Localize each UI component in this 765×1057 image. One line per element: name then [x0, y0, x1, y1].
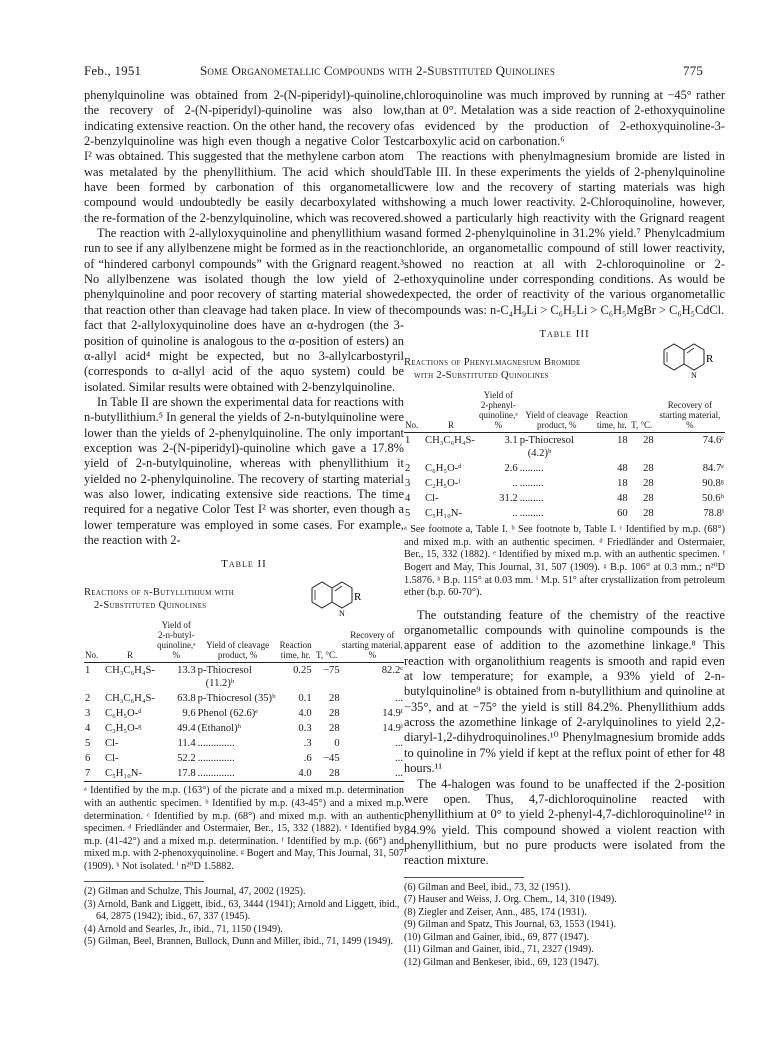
cell-yield-text: 49.4: [177, 723, 196, 735]
cell-r: [424, 433, 478, 462]
table2-header-recovery: Recovery of starting material, %: [341, 630, 403, 661]
cell-cleavage: [197, 766, 279, 782]
cell-no-text: 3: [85, 708, 91, 720]
right-paragraph-4: The 4-halogen was found to be unaffected if the 2-position were open. Thus, 4,7-dichloroquinoline reacted with phenyllithium at 0° to yield 2-phenyl-4,7-dichloroquinoline¹² in 84.9% yield. This compound showed a violent reaction with phenyllithium, but no pure products were isolated from the reaction mixture.: [404, 776, 725, 868]
cell-no: [404, 491, 424, 506]
cell-temp-text: −75: [323, 665, 340, 677]
cell-no: [84, 736, 104, 751]
left-column: [84, 88, 404, 949]
cell-r-text: CH₃C₆H₄S-: [105, 693, 155, 705]
cell-r: [104, 663, 156, 692]
cell-no-text: 3: [405, 478, 411, 490]
cell-cleavage: [519, 476, 595, 491]
cell-cleavage-text: p-Thiocresol (35)ᵇ: [197, 693, 276, 705]
cell-yield: [478, 461, 519, 476]
cell-yield: [156, 706, 197, 721]
cell-cleavage-text: ..............: [197, 738, 235, 750]
cell-yield-text: ..: [512, 508, 518, 520]
cell-temp: [313, 751, 341, 766]
cell-temp: [629, 491, 655, 506]
cell-temp: [313, 721, 341, 736]
cell-temp: [313, 706, 341, 721]
quinoline-structure-icon: [302, 574, 362, 620]
cell-recovery-text: ...: [395, 753, 403, 765]
table-row: [404, 433, 725, 462]
cell-r: [104, 721, 156, 736]
cell-yield-text: 2.6: [504, 463, 518, 475]
cell-cleavage: [519, 461, 595, 476]
cell-yield: [156, 736, 197, 751]
cell-r: [104, 736, 156, 751]
cell-no: [84, 751, 104, 766]
table-row: [404, 506, 725, 521]
cell-r-text: Cl-: [105, 738, 119, 750]
table-row: [84, 706, 404, 721]
table3-header-no: No.: [405, 420, 419, 431]
cell-r: [424, 506, 478, 521]
cell-recovery-text: ...: [395, 738, 403, 750]
cell-time: [279, 663, 313, 692]
cell-r-text: C₅H₁₀N-: [105, 768, 142, 780]
reference-item: (5) Gilman, Beel, Brannen, Bullock, Dunn and Miller, ibid., 71, 1499 (1949).: [84, 936, 393, 948]
reference-item: (4) Arnold and Searles, Jr., ibid., 71, 1150 (1949).: [84, 923, 283, 935]
cell-no-text: 1: [85, 665, 91, 677]
cell-yield-text: 11.4: [177, 738, 196, 750]
cell-recovery: [341, 721, 404, 736]
table2-label: Table II: [221, 558, 267, 571]
table2-ring-n: N: [339, 609, 345, 619]
cell-time-text: .3: [303, 738, 312, 750]
cell-temp: [313, 766, 341, 782]
cell-cleavage: [197, 706, 279, 721]
cell-time-text: 18: [617, 435, 628, 447]
cell-r-text: C₅H₁₀N-: [425, 508, 462, 520]
right-column: [404, 88, 725, 969]
cell-cleavage-text: (Ethanol)ʰ: [197, 723, 242, 735]
cell-no-text: 5: [85, 738, 91, 750]
header-title: Some Organometallic Compounds with 2-Substituted Quinolines: [200, 63, 556, 78]
cell-yield: [156, 766, 197, 782]
table2-header-cleavage: Yield of cleavage product, %: [206, 640, 270, 661]
left-references: [84, 886, 404, 949]
table2-caption-line2: 2-Substituted Quinolines: [94, 600, 207, 612]
table3-header-temp: T, °C.: [631, 420, 653, 431]
cell-recovery: [655, 476, 725, 491]
table2-body: [84, 663, 404, 782]
page-number: 775: [683, 63, 704, 78]
cell-cleavage-yield: (11.2)ᵇ: [205, 678, 235, 690]
table-row: [84, 751, 404, 766]
table2-caption: [84, 586, 234, 612]
cell-recovery: [341, 766, 404, 782]
cell-time-text: 0.1: [298, 693, 312, 705]
cell-time: [595, 491, 629, 506]
cell-yield: [478, 433, 519, 462]
cell-time: [595, 433, 629, 462]
cell-r: [424, 461, 478, 476]
cell-temp-text: 0: [334, 738, 340, 750]
cell-no: [404, 506, 424, 521]
table2-header-r: R: [126, 650, 133, 661]
cell-no: [84, 721, 104, 736]
table-row: [84, 766, 404, 782]
cell-no: [404, 461, 424, 476]
cell-r: [104, 691, 156, 706]
table3-header-yield: Yield of 2-phenyl-quinoline,ᵃ %: [479, 390, 518, 431]
cell-r-text: Cl-: [425, 493, 439, 505]
cell-recovery-text: 82.2ᶜ: [381, 665, 403, 677]
cell-recovery: [655, 461, 725, 476]
cell-no: [84, 691, 104, 706]
reference-item: (10) Gilman and Gainer, ibid., 69, 877 (1947).: [404, 931, 590, 943]
table3-body: [404, 433, 725, 522]
cell-cleavage: [197, 751, 279, 766]
cell-yield-text: ..: [512, 478, 518, 490]
cell-cleavage-text: Phenol (62.6)ᵉ: [197, 708, 259, 720]
table-row: [84, 736, 404, 751]
cell-no: [404, 476, 424, 491]
cell-no: [404, 433, 424, 462]
cell-no-text: 4: [85, 723, 91, 735]
cell-no: [84, 766, 104, 782]
cell-recovery-text: 14.9ᶠ: [382, 708, 403, 720]
table3-ring-r: R: [706, 353, 714, 366]
cell-r: [104, 706, 156, 721]
cell-no-text: 5: [405, 508, 411, 520]
cell-temp: [629, 461, 655, 476]
table-row: [84, 721, 404, 736]
cell-temp-text: 28: [643, 435, 654, 447]
cell-time: [595, 506, 629, 521]
table3-header-time: Reaction time, hr.: [595, 410, 628, 431]
cell-recovery: [341, 736, 404, 751]
cell-temp-text: 28: [329, 768, 340, 780]
cell-temp-text: 28: [643, 493, 654, 505]
quinoline-structure-icon: [654, 336, 720, 388]
table-row: [404, 476, 725, 491]
cell-temp-text: 28: [643, 508, 654, 520]
cell-yield-text: 63.8: [177, 693, 196, 705]
cell-recovery-text: 90.8ᵍ: [702, 478, 724, 490]
cell-yield: [156, 663, 197, 692]
table2-header-time: Reaction time, hr.: [279, 640, 312, 661]
cell-yield: [478, 506, 519, 521]
cell-r-text: C₆H₅O-ᵈ: [105, 708, 142, 720]
cell-r-text: C₃H₅O-ᵍ: [105, 723, 142, 735]
cell-recovery-text: 50.6ʰ: [702, 493, 724, 505]
reference-item: (3) Arnold, Bank and Liggett, ibid., 63, 3444 (1941); Arnold and Liggett, ibid., 64, 2875 (1942); ibid., 67, 337 (1945).: [84, 898, 400, 923]
cell-time-text: 4.0: [298, 768, 312, 780]
cell-temp-text: 28: [329, 723, 340, 735]
cell-yield-text: 9.6: [182, 708, 196, 720]
table2-caption-line1: Reactions of n-Butyllithium with: [84, 587, 235, 599]
cell-recovery-text: 74.6ᶜ: [702, 435, 724, 447]
cell-temp: [313, 736, 341, 751]
table3-header-cleavage: Yield of cleavage product, %: [525, 410, 589, 431]
cell-time: [595, 461, 629, 476]
cell-r-text: CH₃C₆H₄S-: [105, 665, 155, 677]
table3-label: Table III: [539, 328, 590, 341]
cell-recovery-text: ...: [395, 768, 403, 780]
reference-item: (11) Gilman and Gainer, ibid., 71, 2327 (1949).: [404, 944, 594, 956]
cell-r: [424, 491, 478, 506]
table-row: [84, 691, 404, 706]
left-paragraph-2: The reaction with 2-allyloxyquinoline and phenyllithium was run to see if any allylbenzene might be formed as in the reaction of “hindered carbonyl compounds” with the Grignard reagent.³ No allylbenzene was isolated though the low yield of 2-phenylquinoline and poor recovery of starting material showed that reaction other than cleavage had taken place. In view of the fact that 2-allyloxyquinoline does have an α-hydrogen (the 3-position of quinoline is analogous to the α-position of esters) an α-allyl acid⁴ might be expected, but no 3-allylcarbostyril (corresponds to α-allyl acid of the aquo system) could be isolated. Similar results were obtained with 2-benzylquinoline.: [84, 226, 404, 394]
table2-ring-r: R: [354, 591, 362, 604]
cell-cleavage-text: p-Thiocresol: [519, 435, 574, 447]
references-rule: [84, 881, 204, 882]
cell-cleavage: [519, 491, 595, 506]
cell-yield: [156, 721, 197, 736]
right-references: [404, 882, 725, 970]
cell-time: [595, 476, 629, 491]
right-paragraph-2: The reactions with phenylmagnesium bromide are listed in Table III. In these experiments the yields of 2-phenylquinoline were low and the recovery of starting materials was high showing a much lower reactivity. 2-Chloroquinoline, however, showed a particularly high reactivity with the Grignard reagent and formed 2-phenylquinoline in 31.2% yield.⁷ Phenylcadmium chloride, an organometallic compound of still lower reactivity, showed no reaction at all with 2-chloroquinoline or 2-ethoxyquinoline under corresponding conditions. As would be expected, the order of reactivity of the various organometallic compounds was: n-C₄H₉Li > C₆H₅Li > C₆H₅MgBr > C₆H₅CdCl.: [404, 149, 725, 317]
cell-yield-text: 31.2: [499, 493, 518, 505]
cell-recovery: [341, 706, 404, 721]
cell-yield: [478, 491, 519, 506]
cell-r-text: C₆H₅O-ᵈ: [425, 463, 462, 475]
cell-recovery: [341, 691, 404, 706]
header-date: Feb., 1951: [84, 63, 142, 78]
cell-yield-text: 3.1: [504, 435, 518, 447]
reference-item: (9) Gilman and Spatz, This Journal, 63, 1553 (1941).: [404, 919, 617, 931]
cell-yield-text: 17.8: [177, 768, 196, 780]
cell-cleavage-text: .........: [519, 478, 544, 490]
cell-recovery: [655, 491, 725, 506]
cell-r-text: Cl-: [105, 753, 119, 765]
left-paragraph-3: In Table II are shown the experimental data for reactions with n-butyllithium.⁵ In general the yields of 2-n-butylquinoline were lower than the yields of 2-phenylquinoline. The only important exception was 2-(N-piperidyl)-quinoline which gave a 17.8% yield of 2-n-butylquinoline, whereas with phenyllithium it yielded no 2-phenylquinoline. The recovery of starting material was also lower, indicating extensive side reactions. The time required for a negative Color Test I² was shorter, even though a lower temperature was employed in some cases. For example, the reaction with 2-: [84, 394, 404, 547]
cell-temp: [313, 663, 341, 692]
cell-r-text: CH₃C₆H₄S-: [425, 435, 475, 447]
cell-cleavage-text: ..............: [197, 753, 235, 765]
cell-no-text: 4: [405, 493, 411, 505]
cell-yield: [156, 691, 197, 706]
cell-temp: [629, 506, 655, 521]
cell-temp-text: 28: [643, 478, 654, 490]
cell-time: [279, 706, 313, 721]
cell-recovery-text: 84.7ᵉ: [702, 463, 724, 475]
cell-time: [279, 736, 313, 751]
reference-item: (2) Gilman and Schulze, This Journal, 47, 2002 (1925).: [84, 886, 306, 898]
cell-time-text: 18: [617, 478, 628, 490]
cell-recovery-text: 14.9ⁱ: [382, 723, 403, 735]
cell-temp: [629, 433, 655, 462]
cell-yield: [156, 751, 197, 766]
cell-cleavage-text: .........: [519, 508, 544, 520]
cell-cleavage: [519, 506, 595, 521]
table3-caption-block: [404, 346, 725, 388]
cell-temp: [629, 476, 655, 491]
cell-recovery: [341, 663, 404, 692]
table2-header-yield: Yield of 2-n-butyl-quinoline,ᵃ %: [156, 620, 196, 661]
cell-temp-text: −45: [323, 753, 340, 765]
cell-temp: [313, 691, 341, 706]
cell-no-text: 6: [85, 753, 91, 765]
reference-item: (7) Hauser and Weiss, J. Org. Chem., 14, 310 (1949).: [404, 894, 617, 906]
cell-time-text: 60: [617, 508, 628, 520]
cell-time: [279, 721, 313, 736]
cell-time-text: 4.0: [298, 708, 312, 720]
cell-cleavage-text: ..............: [197, 768, 235, 780]
cell-yield: [478, 476, 519, 491]
table3-ring-n: N: [691, 371, 697, 381]
cell-recovery: [655, 433, 725, 462]
table3-footnote: ᵃ See footnote a, Table I. ᵇ See footnote b, Table I. ᶜ Identified by m.p. (68°) and mixed m.p. with an authentic specimen. ᵈ Friedländer and Ostermaier, Ber., 15, 332 (1882). ᵉ Identified by mixed m.p. with an authentic specimen. ᶠ Bogert and May, This Journal, 31, 507 (1909). ᵍ B.p. 106° at 0.3 mm.; n²⁰D 1.5876. ʰ B.p. 115° at 0.03 mm. ⁱ M.p. 51° after crystallization from petroleum ether (b.p. 60-70°).: [404, 524, 725, 599]
cell-no: [84, 663, 104, 692]
references-rule: [404, 877, 524, 878]
cell-cleavage-yield: (4.2)ᵇ: [527, 448, 552, 460]
table2-footnote: ᵃ Identified by the m.p. (163°) of the picrate and a mixed m.p. determination with an authentic specimen. ᵇ Identified by m.p. (43-45°) and a mixed m.p. determination. ᶜ Identified by m.p. (68°) and mixed m.p. with an authentic specimen. ᵈ Friedländer and Ostermaier, Ber., 15, 332 (1882). ᵉ Identified by m.p. (41-42°) and a mixed m.p. determination. ᶠ Identified by m.p. (66°) and mixed m.p. with 2-phenoxyquinoline. ᵍ Bogert and May, This Journal, 31, 507 (1909). ʰ Not isolated. ⁱ n²⁰D 1.5882.: [84, 785, 404, 872]
cell-time: [279, 751, 313, 766]
right-paragraph-3: The outstanding feature of the chemistry of the reactive organometallic compounds with quinoline compounds is the apparent ease of addition to the azomethine linkage.⁸ This reaction with organolithium reagents is smooth and rapid even at low temperature; for example, a 93% yield of 2-n-butylquinoline⁹ is obtained from n-butyllithium and quinoline at −35°, and at −75° the yield is still 84.2%. Phenyllithium adds across the azomethine linkage of 2-arylquinolines to yield 2,2-diaryl-1,2-dihydroquinolines.¹⁰ Phenylmagnesium bromide adds to quinoline in 7% yield if kept at the reflux point of ether for 48 hours.¹¹: [404, 607, 725, 776]
cell-temp-text: 28: [643, 463, 654, 475]
cell-no-text: 7: [85, 768, 91, 780]
cell-time-text: 48: [617, 463, 628, 475]
table3-caption: [404, 356, 581, 382]
reference-item: (6) Gilman and Beel, ibid., 73, 32 (1951).: [404, 881, 571, 893]
cell-r: [104, 766, 156, 782]
cell-yield-text: 13.3: [177, 665, 196, 677]
cell-no-text: 1: [405, 435, 411, 447]
cell-yield-text: 52.2: [177, 753, 196, 765]
cell-cleavage: [197, 736, 279, 751]
table2-header-no: No.: [85, 650, 99, 661]
cell-cleavage: [197, 721, 279, 736]
cell-recovery-text: 78.8ⁱ: [703, 508, 724, 520]
cell-no: [84, 706, 104, 721]
right-paragraph-1: chloroquinoline was much improved by running at −45° rather than at 0°. Metalation was a side reaction of 2-ethoxyquinoline as evidenced by the production of 2-ethoxyquinoline-3-carboxylic acid on carbonation.⁶: [404, 88, 725, 149]
cell-cleavage-text: .........: [519, 463, 544, 475]
cell-no-text: 2: [85, 693, 91, 705]
table-row: [84, 663, 404, 692]
cell-time: [279, 766, 313, 782]
cell-time-text: 0.3: [298, 723, 312, 735]
cell-cleavage: [519, 433, 595, 462]
cell-time: [279, 691, 313, 706]
cell-cleavage-text: .........: [519, 493, 544, 505]
reference-item: (12) Gilman and Benkeser, ibid., 69, 123 (1947).: [404, 956, 600, 968]
cell-time-text: 0.25: [293, 665, 312, 677]
cell-r: [424, 476, 478, 491]
table2: [84, 618, 404, 782]
cell-time-text: .6: [303, 753, 312, 765]
table3-caption-line1: Reactions of Phenylmagnesium Bromide: [404, 357, 581, 369]
table-row: [404, 461, 725, 476]
cell-cleavage: [197, 663, 279, 692]
left-paragraph-1: phenylquinoline was obtained from 2-(N-piperidyl)-quinoline, the recovery of 2-(N-piperidyl)-quinoline was also low, indicating extensive reaction. On the other hand, the recovery of 2-benzylquinoline was high even though a negative Color Test I² was obtained. This suggested that the methylene carbon atom was metalated by the phenyllithium. The acid which should have been formed by carbonation of this organometallic compound would undoubtedly be easily decarboxylated with the re-formation of the 2-benzylquinoline, which was recovered.: [84, 88, 404, 225]
table-row: [404, 491, 725, 506]
cell-time-text: 48: [617, 493, 628, 505]
cell-no-text: 2: [405, 463, 411, 475]
cell-r: [104, 751, 156, 766]
cell-temp-text: 28: [329, 708, 340, 720]
cell-cleavage: [197, 691, 279, 706]
cell-temp-text: 28: [329, 693, 340, 705]
table2-header-temp: T, °C.: [316, 650, 338, 661]
table2-caption-block: [84, 576, 404, 618]
cell-r-text: C₂H₅O-ᶠ: [425, 478, 461, 490]
table3-header-r: R: [447, 420, 454, 431]
cell-recovery: [341, 751, 404, 766]
table3: [404, 388, 725, 521]
table3-header-recovery: Recovery of starting material, %: [659, 400, 721, 431]
cell-recovery: [655, 506, 725, 521]
table3-caption-line2: with 2-Substituted Quinolines: [414, 370, 549, 382]
reference-item: (8) Ziegler and Zeiser, Ann., 485, 174 (1931).: [404, 906, 587, 918]
cell-recovery-text: ...: [395, 693, 403, 705]
cell-cleavage-text: p-Thiocresol: [197, 665, 252, 677]
